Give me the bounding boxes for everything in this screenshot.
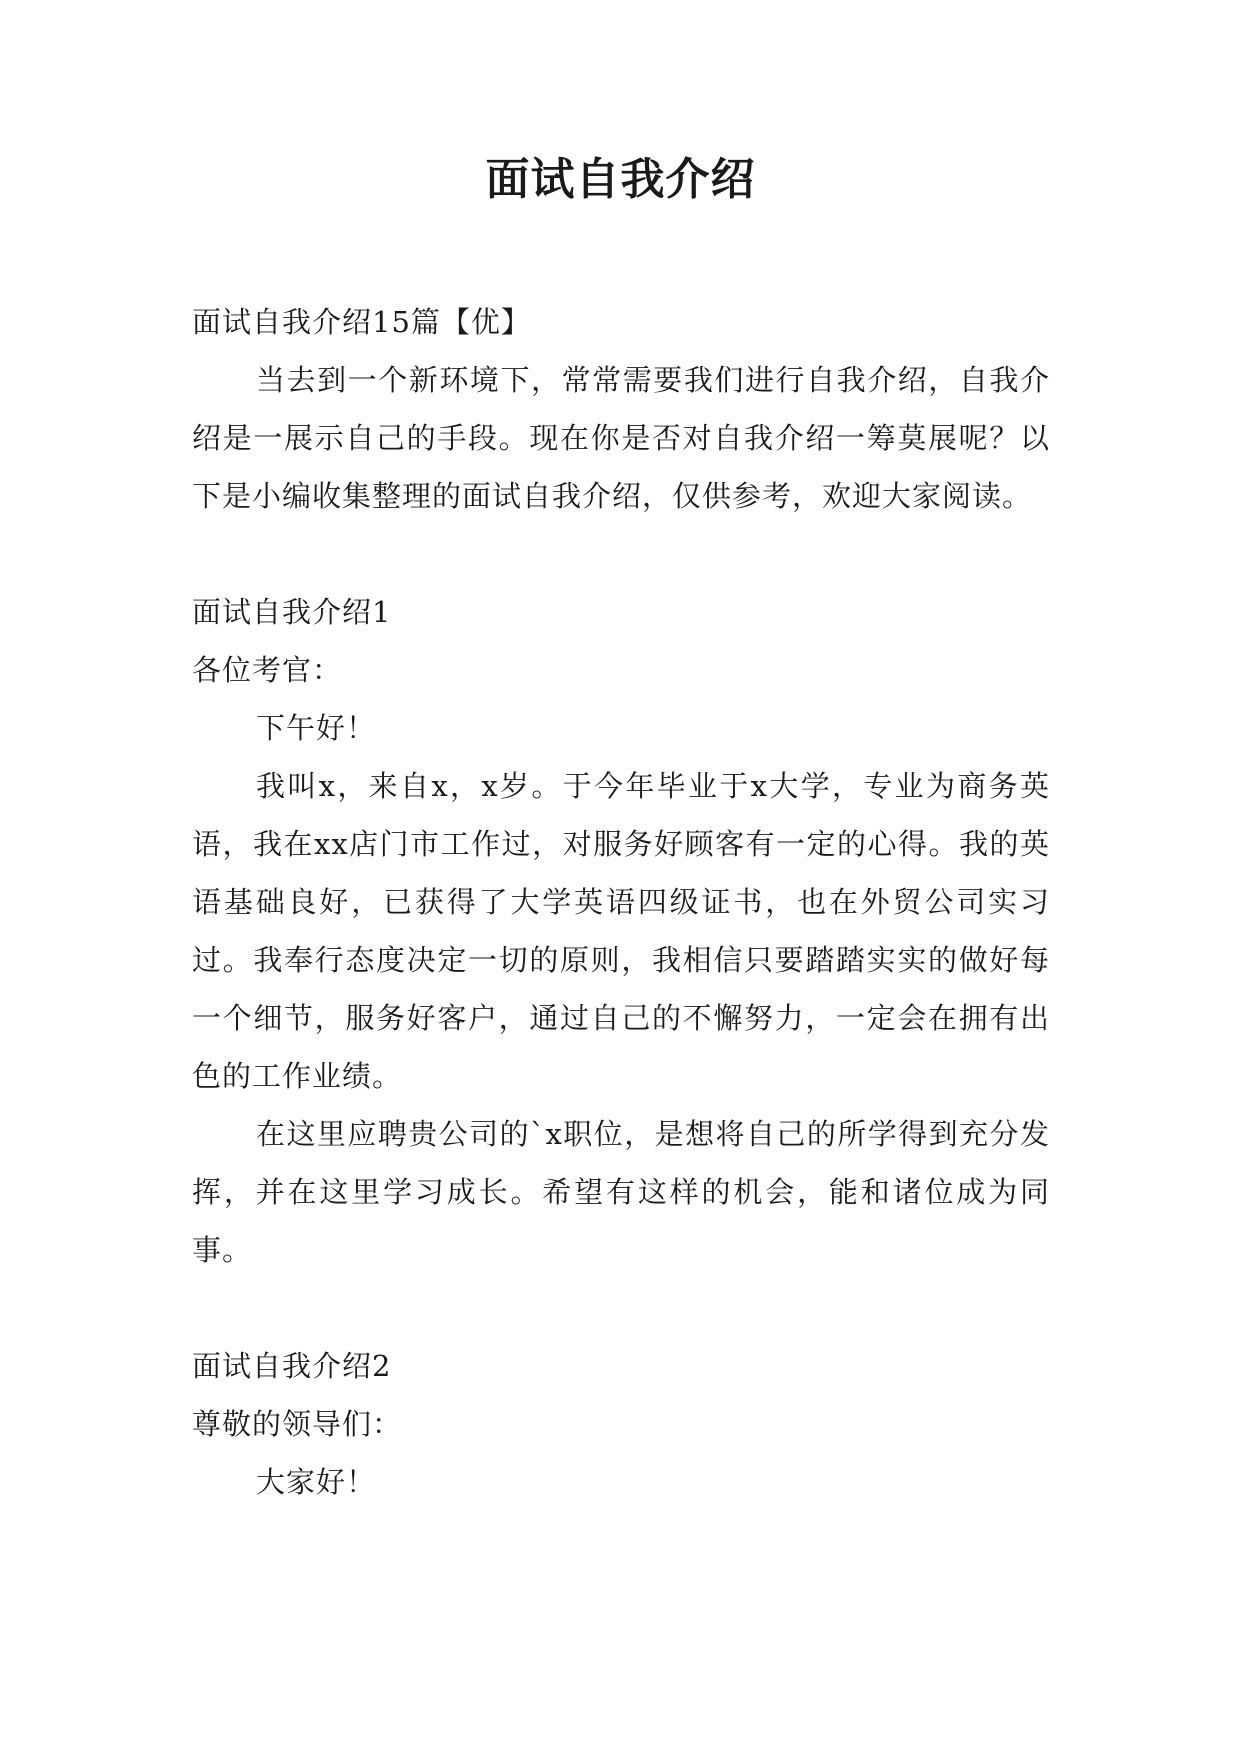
section-spacer xyxy=(192,1279,1050,1337)
section-spacer xyxy=(192,525,1050,583)
section-1 xyxy=(192,583,1050,1279)
salutation: 各位考官： xyxy=(192,653,343,687)
document-title: 面试自我介绍 xyxy=(485,154,756,205)
greeting: 大家好！ xyxy=(256,1465,377,1499)
section-heading: 面试自我介绍2 xyxy=(192,1349,392,1383)
document-subtitle: 面试自我介绍15篇【优】 xyxy=(192,305,531,339)
section-heading: 面试自我介绍1 xyxy=(192,595,392,629)
salutation: 尊敬的领导们： xyxy=(192,1407,403,1441)
body-paragraph: 在这里应聘贵公司的`x职位，是想将自己的所学得到充分发挥，并在这里学习成长。希望有这样的机会，能和诸位成为同事。 xyxy=(192,1117,1050,1267)
section-2 xyxy=(192,1337,1050,1511)
body-paragraph: 我叫x，来自x，x岁。于今年毕业于x大学，专业为商务英语，我在xx店门市工作过，对服务好顾客有一定的心得。我的英语基础良好，已获得了大学英语四级证书，也在外贸公司实习过。我奉行态度决定一切的原则，我相信只要踏踏实实的做好每一个细节，服务好客户，通过自己的不懈努力，一定会在拥有出色的工作业绩。 xyxy=(192,769,1050,1093)
greeting: 下午好！ xyxy=(256,711,377,745)
document-body xyxy=(192,293,1050,1511)
intro-paragraph: 当去到一个新环境下，常常需要我们进行自我介绍，自我介绍是一展示自己的手段。现在你是否对自我介绍一筹莫展呢？以下是小编收集整理的面试自我介绍，仅供参考，欢迎大家阅读。 xyxy=(192,363,1050,513)
